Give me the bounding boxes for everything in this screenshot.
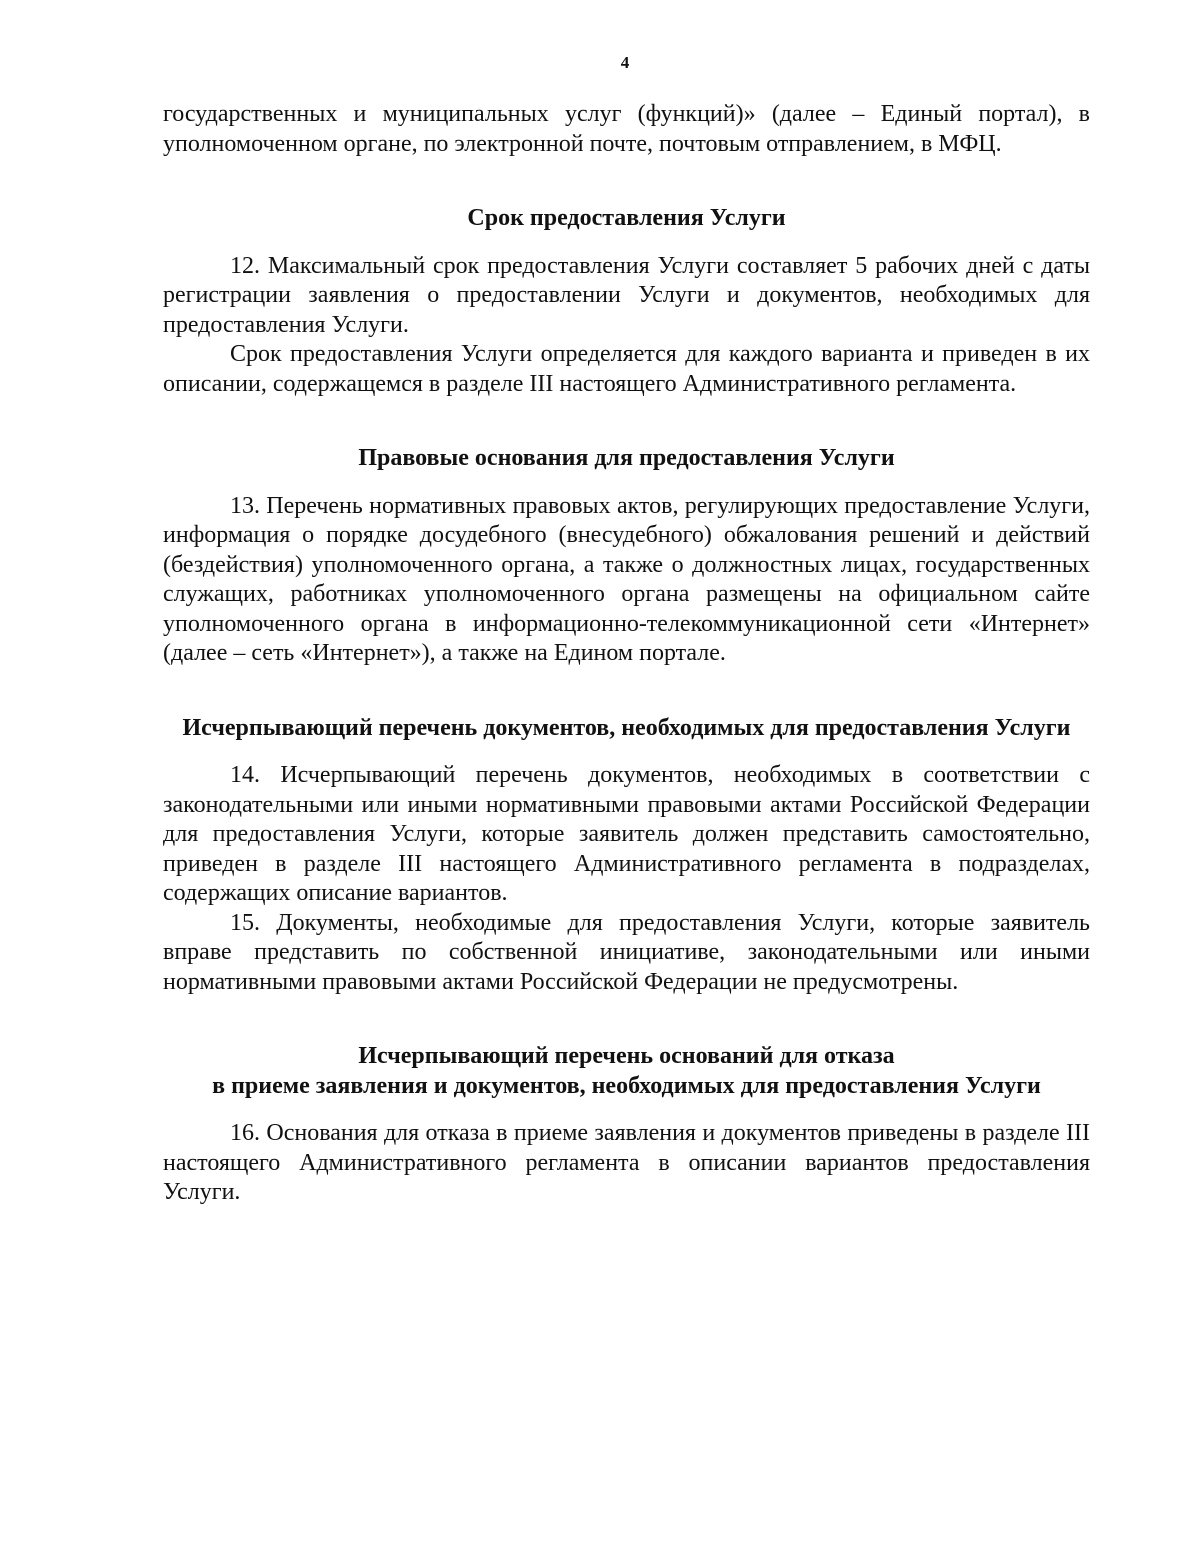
section-heading-documents <box>163 714 1090 744</box>
spacer <box>163 399 1090 444</box>
heading-line: Исчерпывающий перечень оснований для отказа <box>358 1043 895 1069</box>
spacer <box>163 474 1090 492</box>
heading-line: Правовые основания для предоставления Услуги <box>358 445 895 471</box>
document-body <box>163 100 1090 1208</box>
paragraph-16: 16. Основания для отказа в приеме заявления и документов приведены в разделе III настоящего Административного регламента в описании вариантов предоставления Услуги. <box>163 1120 1090 1205</box>
paragraph-14: 14. Исчерпывающий перечень документов, необходимых в соответствии с законодательными или иными нормативными правовыми актами Российской Федерации для предоставления Услуги, которые заявитель должен представить самостоятельно, приведен в разделе III настоящего Административного регламента в подразделах, содержащих описание вариантов. <box>163 762 1090 906</box>
spacer <box>163 997 1090 1042</box>
intro-paragraph: государственных и муниципальных услуг (функций)» (далее – Единый портал), в уполномоченном органе, по электронной почте, почтовым отправлением, в МФЦ. <box>163 101 1090 157</box>
heading-line: в приеме заявления и документов, необходимых для предоставления Услуги <box>212 1072 1041 1099</box>
paragraph-12: 12. Максимальный срок предоставления Услуги составляет 5 рабочих дней с даты регистрации заявления о предоставлении Услуги и документов, необходимых для предоставления Услуги. <box>163 252 1090 338</box>
section-heading-refusal-grounds <box>163 1042 1090 1101</box>
page-number: 4 <box>620 53 630 72</box>
heading-line: Срок предоставления Услуги <box>467 205 786 231</box>
paragraph-13: 13. Перечень нормативных правовых актов, регулирующих предоставление Услуги, информация о порядке досудебного (внесудебного) обжалования решений и действий (бездействия) уполномоченного органа, а также о должностных лицах, государственных служащих, работниках уполномоченного органа размещены на официальном сайте уполномоченного органа в информационно-телекоммуникационной сети «Интернет» (далее – сеть «Интернет»), а также на Едином портале. <box>163 492 1090 666</box>
spacer <box>163 159 1090 204</box>
paragraph-term-variants: Срок предоставления Услуги определяется для каждого варианта и приведен в их описании, содержащемся в разделе III настоящего Административного регламента. <box>163 341 1090 397</box>
spacer <box>163 743 1090 761</box>
spacer <box>163 1101 1090 1119</box>
spacer <box>163 234 1090 252</box>
paragraph-15: 15. Документы, необходимые для предоставления Услуги, которые заявитель вправе представить по собственной инициативе, законодательными или иными нормативными правовыми актами Российской Федерации не предусмотрены. <box>163 909 1090 995</box>
spacer <box>163 669 1090 714</box>
section-heading-legal-basis <box>163 444 1090 474</box>
heading-line: Исчерпывающий перечень документов, необходимых для предоставления Услуги <box>182 714 1071 741</box>
section-heading-term <box>163 204 1090 234</box>
